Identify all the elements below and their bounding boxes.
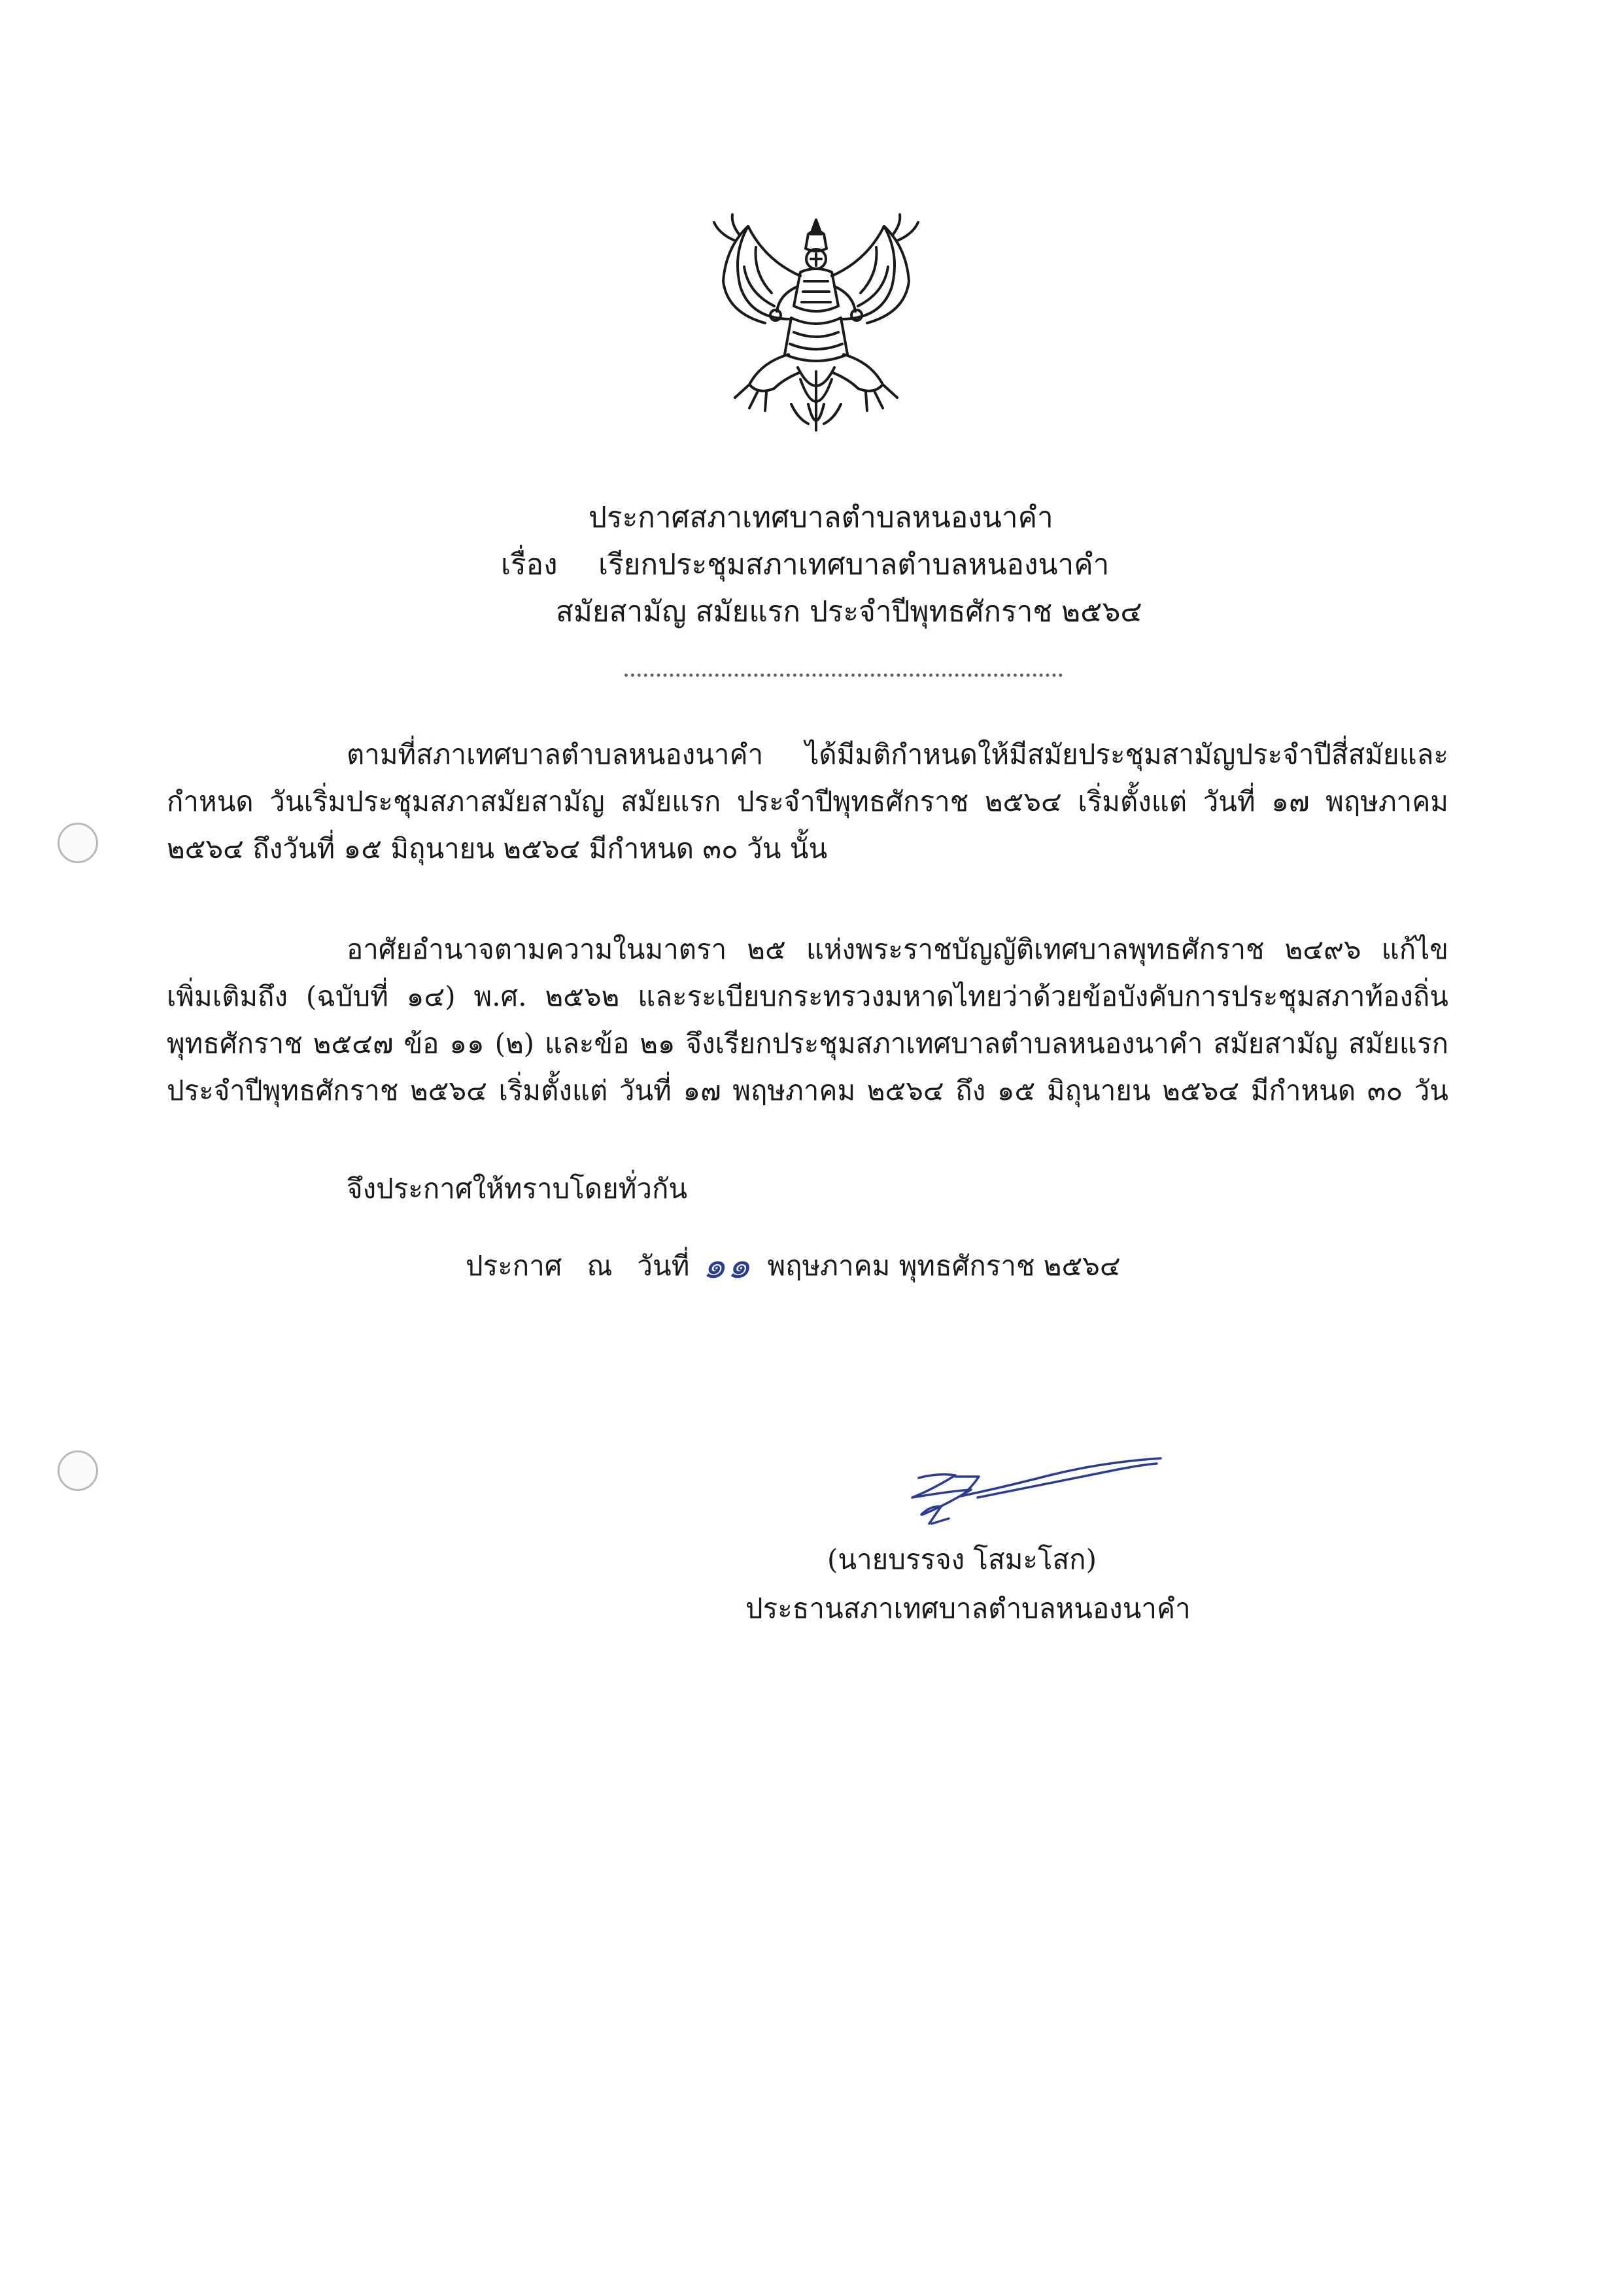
paragraph-line: เพิ่มเติมถึง (ฉบับที่ ๑๔) พ.ศ. ๒๕๖๒ และระเบียบกระทรวงมหาดไทยว่าด้วยข้อบังคับการประชุมสภาท้องถิ่น xyxy=(167,980,1448,1012)
subject-line: เรียกประชุมสภาเทศบาลตำบลหนองนาคำ xyxy=(598,548,1110,581)
subject-label: เรื่อง xyxy=(501,548,558,581)
date-at: ณ xyxy=(587,1250,613,1282)
date-day-label: วันที่ xyxy=(637,1250,690,1282)
date-month-year: พฤษภาคม พุทธศักราช ๒๕๖๔ xyxy=(767,1250,1121,1282)
paragraph-line: ประจำปีพุทธศักราช ๒๕๖๔ เริ่มตั้งแต่ วันที่ ๑๗ พฤษภาคม ๒๕๖๔ ถึง ๑๕ มิถุนายน ๒๕๖๔ มีกำหนด ๓๐ วัน xyxy=(167,1074,1448,1106)
dotted-divider xyxy=(624,674,1063,677)
handwritten-signature xyxy=(893,1450,1167,1535)
signer-name: (นายบรรจง โสมะโสก) xyxy=(827,1543,1097,1575)
date-prefix: ประกาศ xyxy=(466,1250,562,1282)
body-paragraph xyxy=(167,731,1448,872)
paragraph-line: ๒๕๖๔ ถึงวันที่ ๑๕ มิถุนายน ๒๕๖๔ มีกำหนด ๓๐ วัน นั้น xyxy=(167,832,828,865)
punch-hole xyxy=(58,1450,98,1491)
subject-line: สมัยสามัญ สมัยแรก ประจำปีพุทธศักราช ๒๕๖๔ xyxy=(556,595,1142,628)
paragraph-line: พุทธศักราช ๒๕๔๗ ข้อ ๑๑ (๒) และข้อ ๒๑ จึงเรียกประชุมสภาเทศบาลตำบลหนองนาคำ สมัยสามัญ สมัยแรก xyxy=(167,1027,1448,1059)
closing-statement: จึงประกาศให้ทราบโดยทั่วกัน xyxy=(347,1173,688,1205)
punch-hole xyxy=(58,823,98,863)
paragraph-line: กำหนด วันเริ่มประชุมสภาสมัยสามัญ สมัยแรก ประจำปีพุทธศักราช ๒๕๖๔ เริ่มตั้งแต่ วันที่ ๑๗ พฤษภาคม xyxy=(167,785,1448,817)
body-paragraph xyxy=(167,926,1448,1114)
handwritten-day: ๑๑ xyxy=(702,1244,752,1287)
announcement-title: ประกาศสภาเทศบาลตำบลหนองนาคำ xyxy=(589,501,1053,534)
paragraph-line: อาศัยอำนาจตามความในมาตรา ๒๕ แห่งพระราชบัญญัติเทศบาลพุทธศักราช ๒๔๙๖ แก้ไข xyxy=(347,933,1448,965)
paragraph-line: ตามที่สภาเทศบาลตำบลหนองนาคำ ได้มีมติกำหนดให้มีสมัยประชุมสามัญประจำปีสี่สมัยและ xyxy=(347,738,1448,770)
signer-position: ประธานสภาเทศบาลตำบลหนองนาคำ xyxy=(745,1592,1191,1624)
announcement-date xyxy=(466,1244,1121,1286)
garuda-emblem-icon xyxy=(693,208,939,454)
